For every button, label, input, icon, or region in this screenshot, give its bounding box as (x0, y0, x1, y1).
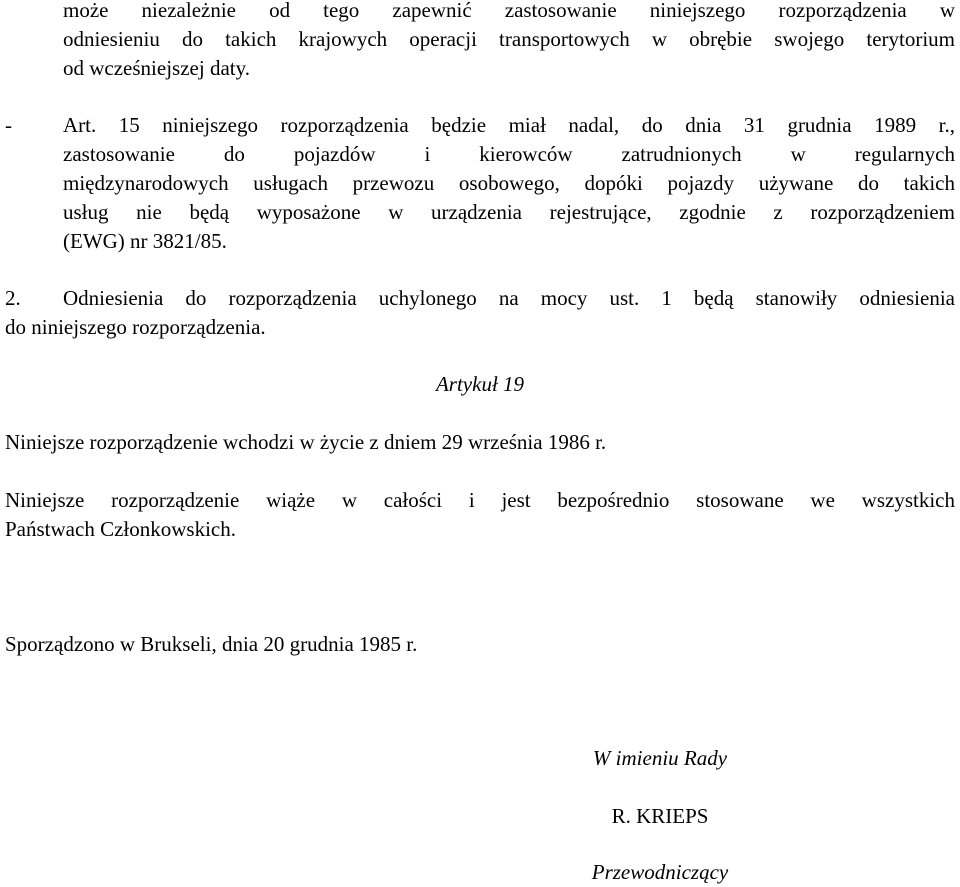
signature-name: R. KRIEPS (611, 804, 709, 828)
paragraph-art15 (63, 111, 955, 256)
text-line: Sporządzono w Brukseli, dnia 20 grudnia 1985 r. (5, 632, 418, 656)
text-line: zastosowanie do pojazdów i kierowców zatrudnionych w regularnych (63, 142, 955, 166)
item-number: 2. (5, 286, 21, 310)
paragraph-continuation (63, 0, 955, 83)
text-line: odniesieniu do takich krajowych operacji transportowych w obrębie swojego terytorium (63, 27, 955, 51)
paragraph-binding (5, 486, 955, 544)
text-line: (EWG) nr 3821/85. (63, 229, 227, 253)
list-dash: - (5, 113, 12, 137)
text-line: Odniesienia do rozporządzenia uchylonego na mocy ust. 1 będą stanowiły odniesienia (63, 286, 955, 310)
text-line: od wcześniejszej daty. (63, 56, 250, 80)
text-line: może niezależnie od tego zapewnić zastosowanie niniejszego rozporządzenia w (63, 0, 955, 22)
paragraph-item2 (5, 284, 955, 342)
paragraph-entry-into-force (5, 428, 955, 457)
article-heading: Artykuł 19 (435, 372, 525, 396)
text-line: Niniejsze rozporządzenie wchodzi w życie z dniem 29 września 1986 r. (5, 430, 607, 454)
text-line: międzynarodowych usługach przewozu osobowego, dopóki pojazdy używane do takich (63, 171, 955, 195)
done-at-line (5, 630, 955, 659)
text-line: do niniejszego rozporządzenia. (5, 315, 266, 339)
text-line: usług nie będą wyposażone w urządzenia rejestrujące, zgodnie z rozporządzeniem (63, 200, 955, 224)
text-line: Art. 15 niniejszego rozporządzenia będzie miał nadal, do dnia 31 grudnia 1989 r., (63, 113, 955, 137)
signature-role: Przewodniczący (591, 860, 729, 884)
text-line: Niniejsze rozporządzenie wiąże w całości i jest bezpośrednio stosowane we wszystkich (5, 488, 955, 512)
signature-on-behalf: W imieniu Rady (592, 746, 728, 770)
text-line: Państwach Członkowskich. (5, 517, 236, 541)
